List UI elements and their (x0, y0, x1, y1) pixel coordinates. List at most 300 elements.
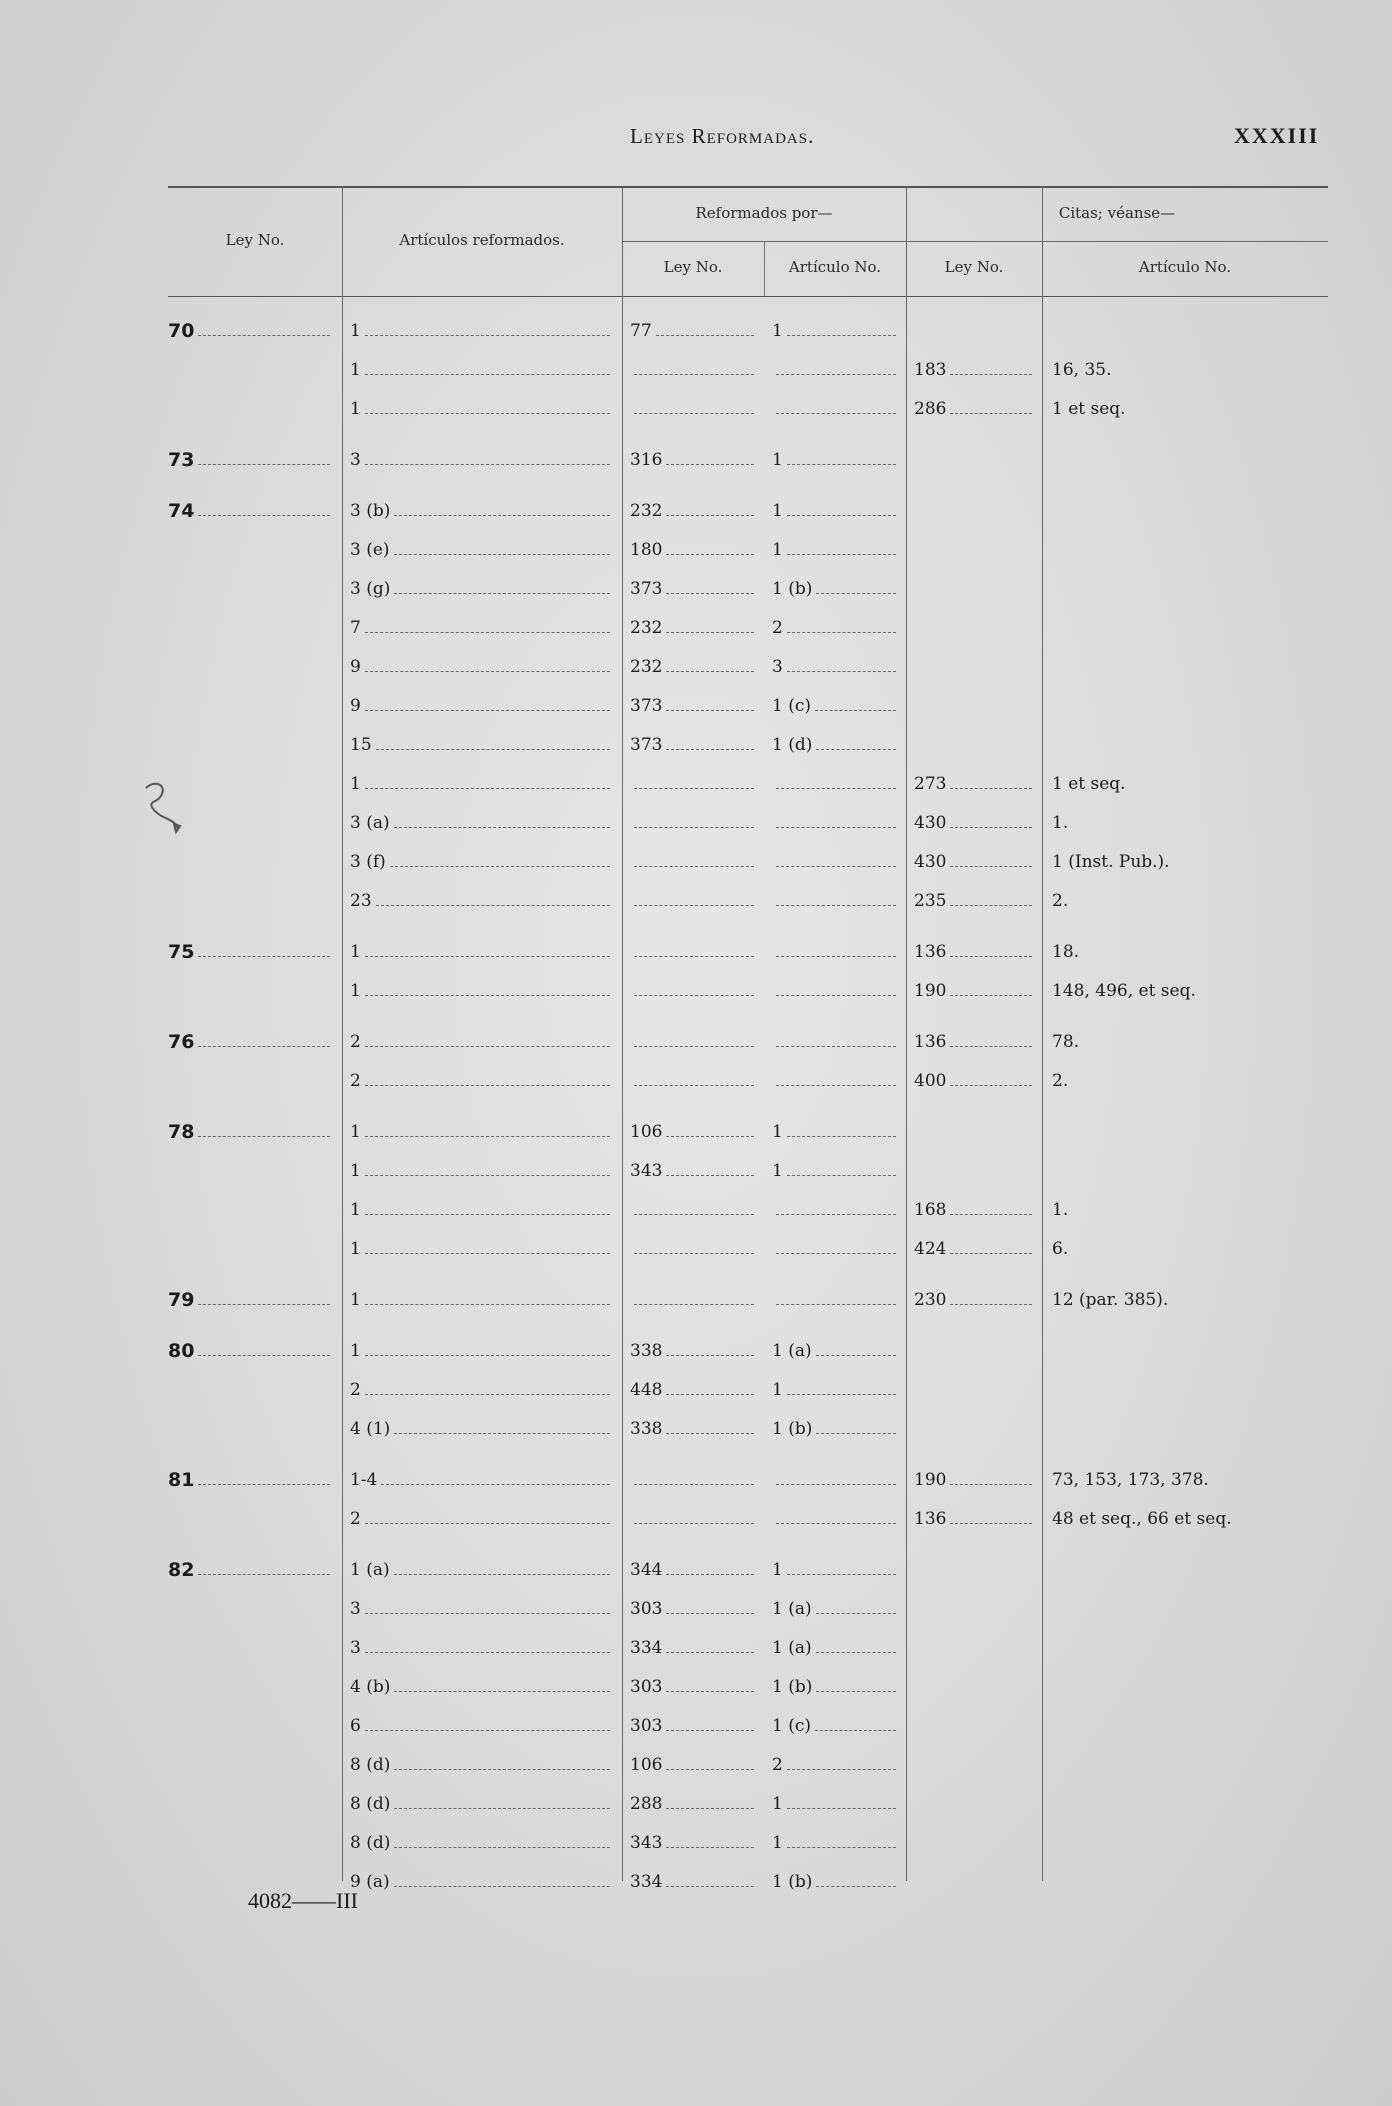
leader-dots (365, 1085, 610, 1086)
leader-dots (365, 1730, 610, 1731)
leader-dots (950, 827, 1032, 828)
cell-cit-ley (914, 1117, 1040, 1147)
cell-ley (168, 1285, 338, 1315)
cell-ley (168, 847, 338, 877)
cell-text: 2. (1052, 891, 1069, 911)
cell-text: 344 (630, 1560, 663, 1580)
table-row (168, 613, 1328, 643)
leader-dots (816, 1613, 896, 1614)
leader-dots (198, 956, 330, 957)
cell-text: 3 (g) (350, 579, 391, 599)
leader-dots (365, 374, 610, 375)
leader-dots (666, 1574, 754, 1575)
cell-text: 1 (350, 399, 361, 419)
cell-ref-ley (630, 1633, 762, 1663)
leader-dots (666, 1136, 754, 1137)
table-row (168, 1336, 1328, 1366)
cell-ley (168, 316, 338, 346)
cell-cit-art (1052, 613, 1322, 643)
leader-dots (776, 788, 896, 789)
cell-cit-ley (914, 652, 1040, 682)
table-row (168, 1672, 1328, 1702)
cell-ref-art (772, 847, 904, 877)
cell-text: 1 (Inst. Pub.). (1052, 852, 1170, 872)
leader-dots (666, 554, 754, 555)
leader-dots (776, 413, 896, 414)
leader-dots (365, 1613, 610, 1614)
cell-art (350, 1711, 618, 1741)
cell-ley (168, 652, 338, 682)
cell-cit-art (1052, 1234, 1322, 1264)
leader-dots (816, 1886, 896, 1887)
cell-art (350, 1234, 618, 1264)
cell-cit-art (1052, 1285, 1322, 1315)
cell-cit-ley (914, 316, 1040, 346)
cell-art (350, 1195, 618, 1225)
cell-ref-ley (630, 652, 762, 682)
cell-text: 1 (c) (772, 1716, 812, 1736)
cell-ref-ley (630, 769, 762, 799)
cell-cit-art (1052, 937, 1322, 967)
cell-text: 8 (d) (350, 1833, 391, 1853)
leader-dots (950, 413, 1032, 414)
cell-text: 1 (772, 1560, 783, 1580)
cell-text: 9 (350, 657, 361, 677)
cell-ley (168, 1375, 338, 1405)
cell-ref-art (772, 1594, 904, 1624)
leader-dots (634, 1085, 754, 1086)
table-row (168, 691, 1328, 721)
cell-text: 1 (b) (772, 1872, 813, 1892)
cell-text: 1 (772, 540, 783, 560)
cell-ref-art (772, 976, 904, 1006)
cell-cit-ley (914, 847, 1040, 877)
cell-text: 1 (772, 501, 783, 521)
cell-cit-ley (914, 1336, 1040, 1366)
cell-ley (168, 1555, 338, 1585)
cell-cit-art (1052, 769, 1322, 799)
cell-text: 232 (630, 618, 663, 638)
cell-art (350, 316, 618, 346)
leader-dots (198, 464, 330, 465)
leader-dots (634, 866, 754, 867)
cell-ref-ley (630, 574, 762, 604)
cell-ref-ley (630, 730, 762, 760)
cell-text: 78. (1052, 1032, 1080, 1052)
cell-text: 3 (350, 1599, 361, 1619)
cell-art (350, 1828, 618, 1858)
leader-dots (787, 1574, 896, 1575)
cell-ref-ley (630, 976, 762, 1006)
cell-ref-art (772, 445, 904, 475)
cell-ref-art (772, 730, 904, 760)
cell-text: 286 (914, 399, 947, 419)
cell-text: 1 (350, 1200, 361, 1220)
cell-ref-art (772, 1867, 904, 1897)
cell-art (350, 355, 618, 385)
leader-dots (787, 464, 896, 465)
cell-cit-art (1052, 1066, 1322, 1096)
cell-ref-art (772, 1195, 904, 1225)
cell-text: 78 (168, 1121, 195, 1143)
cell-cit-ley (914, 1414, 1040, 1444)
cell-art (350, 1594, 618, 1624)
cell-text: 168 (914, 1200, 947, 1220)
cell-ref-art (772, 886, 904, 916)
leader-dots (666, 515, 754, 516)
cell-ley (168, 1414, 338, 1444)
cell-ley (168, 394, 338, 424)
cell-ref-ley (630, 1672, 762, 1702)
cell-text: 1 (b) (772, 579, 813, 599)
cell-ref-art (772, 1828, 904, 1858)
cell-ref-ley (630, 1504, 762, 1534)
table-row (168, 769, 1328, 799)
cell-ref-art (772, 574, 904, 604)
cell-ley (168, 1828, 338, 1858)
cell-ref-ley (630, 316, 762, 346)
cell-ref-art (772, 937, 904, 967)
leader-dots (950, 1304, 1032, 1305)
table-row (168, 496, 1328, 526)
table-row (168, 1711, 1328, 1741)
table-row (168, 445, 1328, 475)
cell-cit-art (1052, 1465, 1322, 1495)
cell-ley (168, 445, 338, 475)
leader-dots (634, 788, 754, 789)
cell-text: 1 (350, 774, 361, 794)
cell-ref-ley (630, 1867, 762, 1897)
leader-dots (634, 1304, 754, 1305)
cell-cit-art (1052, 316, 1322, 346)
leader-dots (634, 374, 754, 375)
cell-art (350, 886, 618, 916)
cell-text: 373 (630, 735, 663, 755)
leader-dots (365, 1046, 610, 1047)
cell-ley (168, 1789, 338, 1819)
cell-ref-ley (630, 496, 762, 526)
cell-ref-art (772, 1789, 904, 1819)
header-ley-no: Ley No. (225, 231, 285, 249)
cell-text: 1 et seq. (1052, 399, 1126, 419)
leader-dots (666, 1652, 754, 1653)
table-row (168, 1066, 1328, 1096)
cell-ref-art (772, 355, 904, 385)
cell-ref-art (772, 316, 904, 346)
cell-cit-ley (914, 1750, 1040, 1780)
leader-dots (776, 866, 896, 867)
cell-text: 7 (350, 618, 361, 638)
cell-cit-ley (914, 769, 1040, 799)
cell-cit-art (1052, 691, 1322, 721)
cell-cit-ley (914, 691, 1040, 721)
cell-text: 18. (1052, 942, 1080, 962)
cell-ley (168, 1594, 338, 1624)
cell-ref-ley (630, 886, 762, 916)
cell-cit-art (1052, 355, 1322, 385)
cell-text: 2 (772, 618, 783, 638)
cell-text: 1 (350, 360, 361, 380)
cell-text: 6. (1052, 1239, 1069, 1259)
cell-cit-ley (914, 1594, 1040, 1624)
table-row (168, 1555, 1328, 1585)
cell-text: 232 (630, 501, 663, 521)
leader-dots (815, 1730, 896, 1731)
cell-ley (168, 730, 338, 760)
leader-dots (365, 788, 610, 789)
cell-text: 6 (350, 1716, 361, 1736)
cell-cit-art (1052, 1117, 1322, 1147)
cell-text: 1 (a) (772, 1341, 812, 1361)
cell-text: 136 (914, 1032, 947, 1052)
leader-dots (666, 1433, 754, 1434)
cell-ref-ley (630, 1156, 762, 1186)
cell-text: 424 (914, 1239, 947, 1259)
cell-art (350, 691, 618, 721)
cell-text: 12 (par. 385). (1052, 1290, 1169, 1310)
leader-dots (365, 632, 610, 633)
leader-dots (666, 710, 754, 711)
leader-dots (634, 1214, 754, 1215)
cell-text: 1 (772, 321, 783, 341)
leader-dots (816, 593, 896, 594)
cell-ref-ley (630, 847, 762, 877)
cell-ley (168, 1711, 338, 1741)
cell-text: 8 (d) (350, 1755, 391, 1775)
cell-text: 303 (630, 1716, 663, 1736)
cell-text: 430 (914, 852, 947, 872)
cell-text: 334 (630, 1638, 663, 1658)
cell-text: 76 (168, 1031, 195, 1053)
cell-ley (168, 1117, 338, 1147)
table-row (168, 535, 1328, 565)
cell-text: 1 (b) (772, 1419, 813, 1439)
cell-ref-art (772, 1066, 904, 1096)
cell-text: 148, 496, et seq. (1052, 981, 1196, 1001)
leader-dots (666, 1355, 754, 1356)
leader-dots (950, 1523, 1032, 1524)
cell-ref-art (772, 1711, 904, 1741)
cell-cit-ley (914, 574, 1040, 604)
cell-ref-ley (630, 1375, 762, 1405)
leader-dots (950, 1484, 1032, 1485)
cell-ref-art (772, 1285, 904, 1315)
leader-dots (634, 827, 754, 828)
cell-text: 303 (630, 1599, 663, 1619)
leader-dots (776, 905, 896, 906)
cell-text: 16, 35. (1052, 360, 1112, 380)
cell-cit-ley (914, 1672, 1040, 1702)
cell-ref-art (772, 1672, 904, 1702)
cell-art (350, 808, 618, 838)
cell-text: 1 (a) (350, 1560, 390, 1580)
cell-cit-art (1052, 1375, 1322, 1405)
cell-ref-ley (630, 808, 762, 838)
cell-text: 373 (630, 696, 663, 716)
cell-ref-art (772, 1555, 904, 1585)
leader-dots (394, 1691, 610, 1692)
leader-dots (776, 827, 896, 828)
cell-text: 338 (630, 1341, 663, 1361)
cell-text: 288 (630, 1794, 663, 1814)
leader-dots (776, 1214, 896, 1215)
cell-ref-art (772, 535, 904, 565)
leader-dots (365, 1304, 610, 1305)
cell-cit-ley (914, 730, 1040, 760)
cell-ref-ley (630, 355, 762, 385)
leader-dots (394, 1886, 610, 1887)
cell-cit-art (1052, 535, 1322, 565)
cell-text: 400 (914, 1071, 947, 1091)
cell-ref-art (772, 1234, 904, 1264)
cell-ref-ley (630, 1195, 762, 1225)
leader-dots (950, 374, 1032, 375)
cell-text: 3 (350, 1638, 361, 1658)
cell-cit-ley (914, 1867, 1040, 1897)
leader-dots (376, 749, 610, 750)
leader-dots (776, 1046, 896, 1047)
cell-ley (168, 976, 338, 1006)
cell-ref-ley (630, 1285, 762, 1315)
cell-ley (168, 691, 338, 721)
cell-art (350, 1285, 618, 1315)
cell-ley (168, 1336, 338, 1366)
leader-dots (787, 1847, 896, 1848)
cell-cit-art (1052, 1867, 1322, 1897)
cell-text: 2 (772, 1755, 783, 1775)
leader-dots (365, 413, 610, 414)
cell-text: 343 (630, 1161, 663, 1181)
leader-dots (666, 1730, 754, 1731)
leader-dots (787, 671, 896, 672)
cell-text: 1 (a) (772, 1638, 812, 1658)
leader-dots (776, 1085, 896, 1086)
table-row (168, 1633, 1328, 1663)
leader-dots (394, 593, 610, 594)
leader-dots (198, 1136, 330, 1137)
cell-text: 1. (1052, 1200, 1069, 1220)
cell-ley (168, 355, 338, 385)
cell-cit-art (1052, 886, 1322, 916)
cell-ref-ley (630, 1750, 762, 1780)
cell-cit-ley (914, 976, 1040, 1006)
cell-art (350, 496, 618, 526)
table-row (168, 1027, 1328, 1057)
leader-dots (776, 1304, 896, 1305)
cell-text: 3 (772, 657, 783, 677)
cell-text: 1 (772, 450, 783, 470)
cell-ref-ley (630, 535, 762, 565)
leader-dots (376, 905, 610, 906)
leader-dots (787, 1394, 896, 1395)
cell-text: 2 (350, 1380, 361, 1400)
cell-cit-ley (914, 1375, 1040, 1405)
cell-ref-ley (630, 613, 762, 643)
cell-text: 1 (350, 1341, 361, 1361)
cell-cit-ley (914, 1285, 1040, 1315)
cell-cit-art (1052, 847, 1322, 877)
cell-ref-art (772, 1504, 904, 1534)
leader-dots (365, 335, 610, 336)
cell-cit-ley (914, 1156, 1040, 1186)
cell-text: 4 (b) (350, 1677, 391, 1697)
leader-dots (634, 413, 754, 414)
cell-text: 430 (914, 813, 947, 833)
cell-text: 1 (350, 321, 361, 341)
leader-dots (198, 1484, 330, 1485)
cell-cit-ley (914, 355, 1040, 385)
leader-dots (365, 1136, 610, 1137)
cell-text: 136 (914, 942, 947, 962)
cell-ref-ley (630, 445, 762, 475)
cell-text: 1 (350, 1239, 361, 1259)
cell-ref-ley (630, 1234, 762, 1264)
leader-dots (666, 593, 754, 594)
cell-cit-art (1052, 976, 1322, 1006)
leader-dots (198, 1355, 330, 1356)
cell-text: 1 (a) (772, 1599, 812, 1619)
cell-ref-art (772, 1465, 904, 1495)
cell-ref-ley (630, 1414, 762, 1444)
cell-cit-art (1052, 730, 1322, 760)
leader-dots (390, 866, 610, 867)
leader-dots (666, 749, 754, 750)
cell-art (350, 769, 618, 799)
cell-text: 77 (630, 321, 652, 341)
leader-dots (950, 905, 1032, 906)
cell-text: 3 (350, 450, 361, 470)
cell-art (350, 445, 618, 475)
table-row (168, 1156, 1328, 1186)
cell-cit-ley (914, 1504, 1040, 1534)
cell-ley (168, 1633, 338, 1663)
leader-dots (776, 1523, 896, 1524)
cell-ley (168, 496, 338, 526)
table-row (168, 1750, 1328, 1780)
cell-cit-art (1052, 1027, 1322, 1057)
cell-ref-art (772, 613, 904, 643)
cell-text: 48 et seq., 66 et seq. (1052, 1509, 1232, 1529)
cell-art (350, 1750, 618, 1780)
header-citas-articulo-no: Artículo No. (1138, 258, 1232, 276)
cell-cit-art (1052, 445, 1322, 475)
cell-ref-art (772, 1156, 904, 1186)
cell-text: 106 (630, 1755, 663, 1775)
cell-text: 1 (772, 1161, 783, 1181)
leader-dots (776, 374, 896, 375)
leader-dots (787, 1769, 896, 1770)
cell-ref-art (772, 691, 904, 721)
cell-text: 1 et seq. (1052, 774, 1126, 794)
cell-text: 190 (914, 981, 947, 1001)
header-articulos: Artículos reformados. (399, 231, 565, 249)
table-row (168, 1285, 1328, 1315)
table-row (168, 1504, 1328, 1534)
cell-text: 3 (a) (350, 813, 390, 833)
cell-ref-art (772, 652, 904, 682)
cell-cit-art (1052, 1156, 1322, 1186)
cell-cit-art (1052, 1504, 1322, 1534)
leader-dots (394, 1433, 610, 1434)
cell-ley (168, 886, 338, 916)
table-row (168, 1465, 1328, 1495)
leader-dots (666, 1769, 754, 1770)
cell-text: 1 (350, 1290, 361, 1310)
cell-ley (168, 937, 338, 967)
cell-text: 3 (f) (350, 852, 386, 872)
cell-ref-art (772, 496, 904, 526)
cell-art (350, 976, 618, 1006)
